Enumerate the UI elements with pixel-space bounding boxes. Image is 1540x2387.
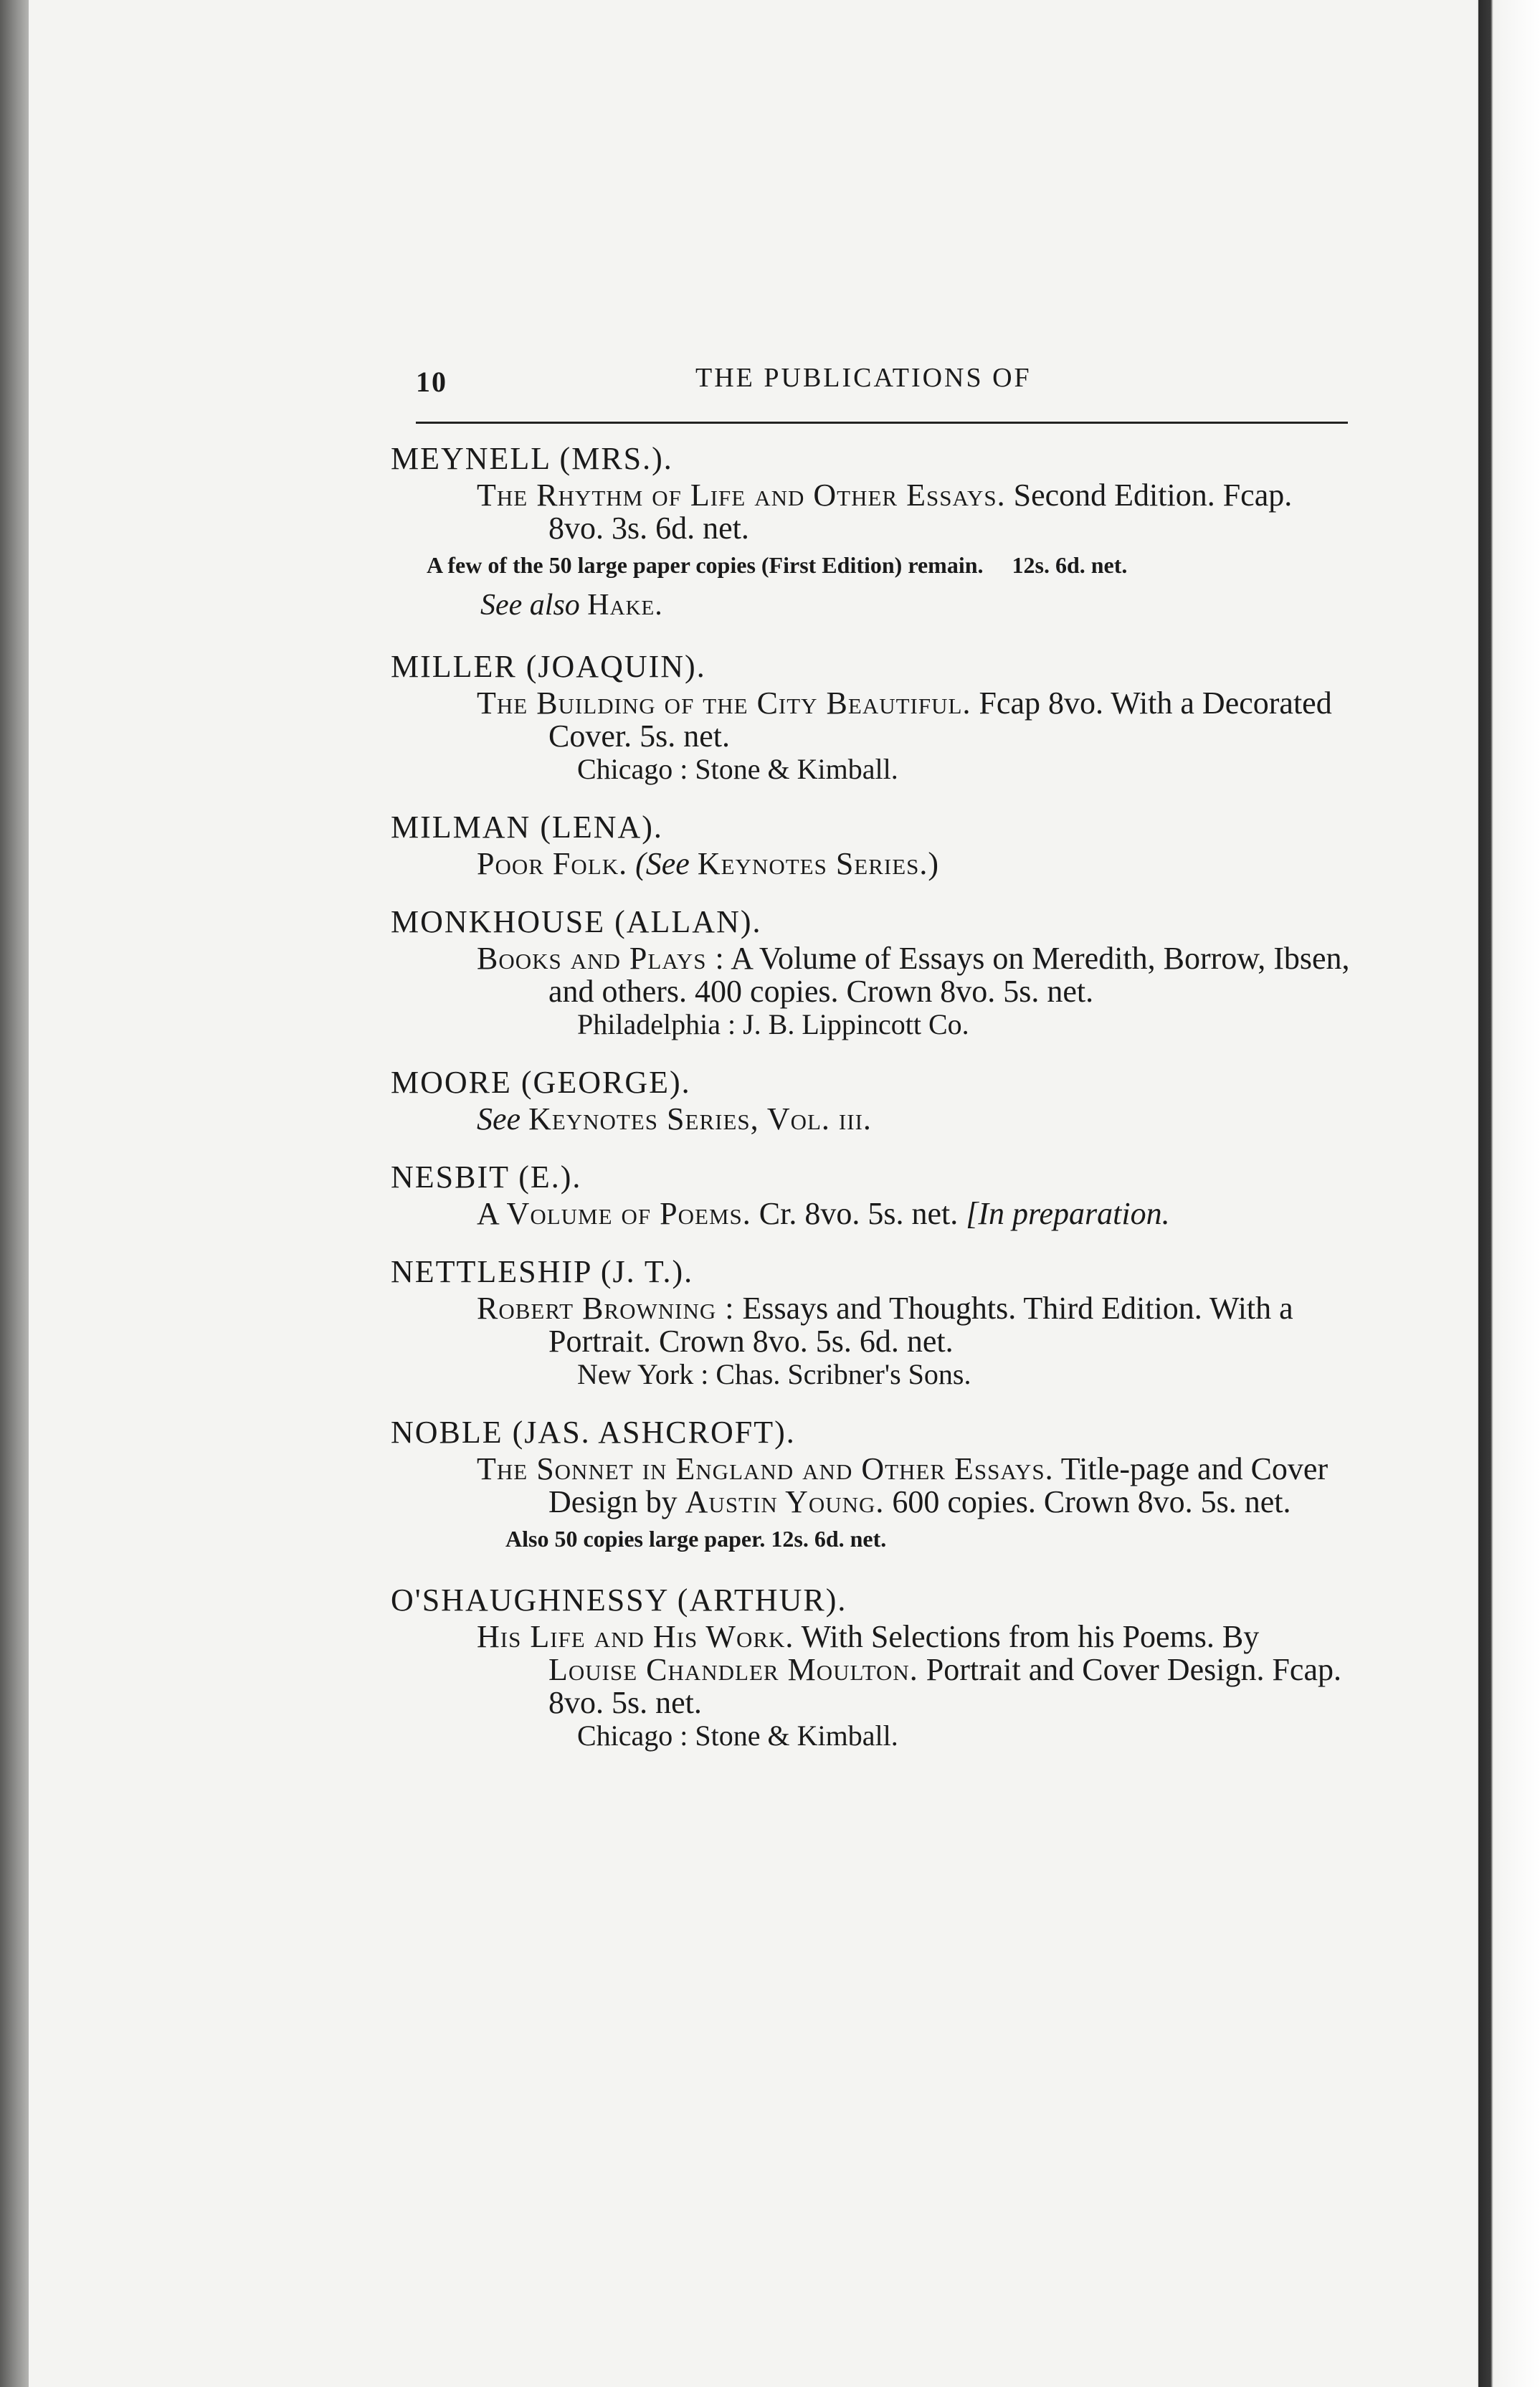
see-ref: Keynotes Series.) bbox=[697, 846, 940, 881]
entry-author: NOBLE (JAS. ASHCROFT). bbox=[391, 1415, 796, 1450]
entry-title: The Rhythm of Life and Other Essays. bbox=[477, 478, 1006, 513]
entry-details: With Selections from his Poems. By bbox=[801, 1619, 1260, 1654]
entry-oshaughnessy bbox=[391, 1580, 1355, 1752]
right-page-edge bbox=[1478, 0, 1540, 2387]
entry-publisher: Chicago : Stone & Kimball. bbox=[577, 753, 898, 785]
page-header bbox=[416, 362, 1348, 405]
see-prefix: See bbox=[477, 1101, 521, 1136]
entry-meynell bbox=[391, 439, 1355, 625]
entry-publisher: Philadelphia : J. B. Lippincott Co. bbox=[577, 1008, 969, 1040]
entry-noble bbox=[391, 1413, 1355, 1559]
entry-details: Essays and Thoughts. Third Edition. With a Portrait. Crown 8vo. 5s. 6d. net. bbox=[548, 1291, 1293, 1359]
entry-note: A few of the 50 large paper copies (First Edition) remain. bbox=[427, 552, 984, 578]
see-also-ref: Hake. bbox=[587, 589, 663, 622]
entry-title: His Life and His Work. bbox=[477, 1619, 794, 1654]
entry-author: MONKHOUSE (ALLAN). bbox=[391, 904, 762, 939]
entry-nesbit bbox=[391, 1157, 1355, 1230]
entry-nettleship bbox=[391, 1252, 1355, 1391]
entry-title: Poor Folk. bbox=[477, 846, 628, 881]
entry-details: Fcap 8vo. With a Decorated Cover. 5s. net. bbox=[548, 685, 1332, 754]
entry-miller bbox=[391, 647, 1355, 786]
entry-title: A Volume of Poems. bbox=[477, 1196, 751, 1231]
entry-author: MILLER (JOAQUIN). bbox=[391, 649, 706, 684]
entry-details: Second Edition. Fcap. 8vo. 3s. 6d. net. bbox=[548, 478, 1293, 546]
entry-details-2: Portrait and Cover Design. Fcap. 8vo. 5s. net. bbox=[548, 1652, 1341, 1720]
entry-author: NETTLESHIP (J. T.). bbox=[391, 1254, 694, 1289]
entry-details-2: 600 copies. Crown 8vo. 5s. net. bbox=[892, 1484, 1291, 1519]
page-number: 10 bbox=[416, 366, 447, 398]
entry-milman bbox=[391, 807, 1355, 881]
entry-author: NESBIT (E.). bbox=[391, 1159, 582, 1195]
entry-publisher: Chicago : Stone & Kimball. bbox=[577, 1719, 898, 1752]
entry-details: Cr. 8vo. 5s. net. bbox=[759, 1196, 959, 1231]
entry-title: The Sonnet in England and Other Essays. bbox=[477, 1451, 1054, 1486]
see-also-prefix: See also bbox=[480, 589, 580, 622]
entry-moore bbox=[391, 1063, 1355, 1136]
entry-author: MILMAN (LENA). bbox=[391, 810, 663, 845]
entry-note-price: 12s. 6d. net. bbox=[1012, 552, 1128, 578]
entry-status: [In preparation. bbox=[966, 1196, 1170, 1231]
entry-author: O'SHAUGHNESSY (ARTHUR). bbox=[391, 1582, 847, 1618]
entry-note: Also 50 copies large paper. 12s. 6d. net. bbox=[505, 1526, 887, 1552]
header-rule bbox=[416, 422, 1348, 424]
entry-title: Books and Plays : bbox=[477, 941, 725, 976]
entry-title: Robert Browning : bbox=[477, 1291, 735, 1326]
entry-details: Title-page and Cover Design by bbox=[548, 1451, 1329, 1519]
entry-details: A Volume of Essays on Meredith, Borrow, Ibsen, and others. 400 copies. Crown 8vo. 5s. net. bbox=[548, 941, 1350, 1009]
entry-author: MEYNELL (MRS.). bbox=[391, 441, 673, 476]
entry-editor: Louise Chandler Moulton. bbox=[548, 1652, 918, 1687]
running-title: THE PUBLICATIONS OF bbox=[695, 363, 1032, 393]
see-ref: Keynotes Series, Vol. iii. bbox=[528, 1101, 872, 1136]
see-prefix: (See bbox=[635, 846, 690, 881]
entry-designer: Austin Young. bbox=[685, 1484, 885, 1519]
entry-monkhouse bbox=[391, 902, 1355, 1041]
publications-list bbox=[391, 439, 1355, 1774]
entry-title: The Building of the City Beautiful. bbox=[477, 685, 971, 721]
entry-author: MOORE (GEORGE). bbox=[391, 1065, 691, 1100]
entry-publisher: New York : Chas. Scribner's Sons. bbox=[577, 1358, 971, 1390]
